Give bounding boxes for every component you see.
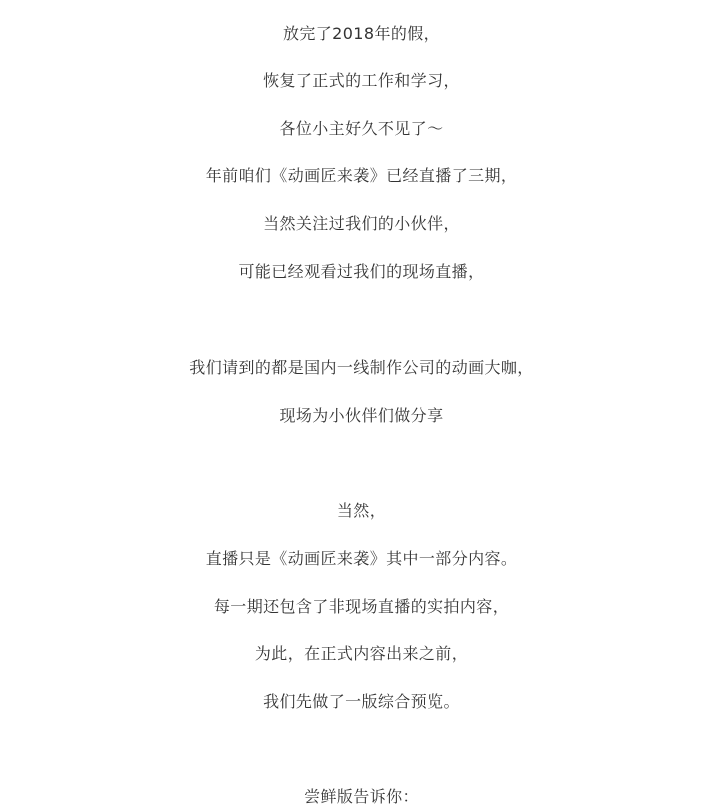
paragraph-line: 各位小主好久不见了～ [279,119,444,138]
paragraph-line: 我们先做了一版综合预览。 [263,692,460,711]
paragraph-line: 我们请到的都是国内一线制作公司的动画大咖， [189,358,534,377]
paragraph-line: 可能已经观看过我们的现场直播， [238,262,485,281]
paragraph-line: 每一期还包含了非现场直播的实拍内容， [213,597,510,616]
paragraph-line: 恢复了正式的工作和学习， [263,71,460,90]
paragraph-line: 当然关注过我们的小伙伴， [263,214,460,233]
paragraph-line: 尝鲜版告诉你： [304,787,419,806]
paragraph-line: 现场为小伙伴们做分享 [279,406,444,425]
paragraph-line: 放完了2018年的假， [282,24,441,43]
paragraph-line: 当然， [336,501,387,520]
paragraph-line: 直播只是《动画匠来袭》其中一部分内容。 [205,549,518,568]
paragraph-line: 年前咱们《动画匠来袭》已经直播了三期， [205,166,518,185]
paragraph-line: 为此，在正式内容出来之前， [254,644,469,663]
